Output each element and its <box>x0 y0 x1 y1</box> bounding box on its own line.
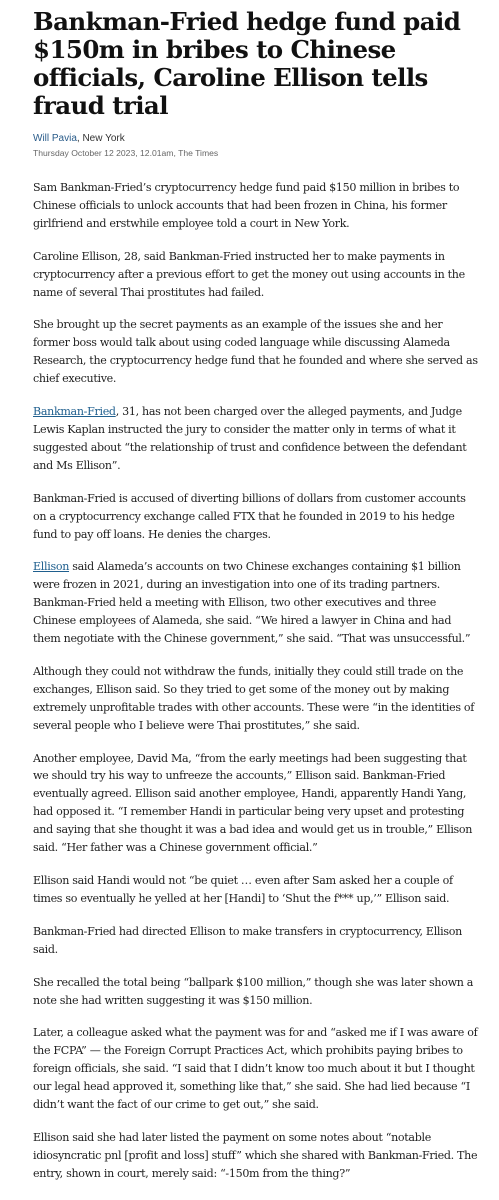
paragraph-12: Later, a colleague asked what the payment was for and “asked me if I was aware of the FCPA” — the Foreign Corrupt Practices Act, which prohibits paying bribes to foreign officials, she said. “I said that I didn’t know too much about it but I thought our legal head approved it, something like that,” she said. She had lied because “I didn’t want the fact of our crime to get out,” she said. <box>33 1026 478 1112</box>
bankman-fried-link[interactable]: Bankman-Fried <box>33 405 116 419</box>
paragraph-9: Ellison said Handi would not “be quiet … even after Sam asked her a couple of times so eventually he yelled at her [Handi] to ‘Shut the f*** up,’” Ellison said. <box>33 874 453 905</box>
paragraph-4 <box>33 403 479 475</box>
paragraph-13: Ellison said she had later listed the payment on some notes about “notable idiosyncratic pnl [profit and loss] stuff” which she shared with Bankman-Fried. The entry, shown in court, merely said: “-150m from the thing?” <box>33 1130 478 1180</box>
paragraph-7: Although they could not withdraw the funds, initially they could still trade on the exchanges, Ellison said. So they tried to get some of the money out by making extremely unprofitable trades with other accounts. These were “in the identities of several people who I believe were Thai prostitutes,” she said. <box>33 664 475 732</box>
dateline: Thursday October 12 2023, 12.01am, The Times <box>33 148 219 158</box>
byline-location: , New York <box>76 133 125 144</box>
article-body <box>33 179 479 1183</box>
author-link[interactable]: Will Pavia <box>33 133 77 144</box>
paragraph-4-text: , 31, has not been charged over the alleged payments, and Judge Lewis Kaplan instructed the jury to consider the matter only in terms of what it suggested about “the relationship of trust and confidence between the defendant and Ms Ellison”. <box>33 405 467 472</box>
paragraph-5: Bankman-Fried is accused of diverting billions of dollars from customer accounts on a cryptocurrency exchange called FTX that he founded in 2019 to his hedge fund to pay off loans. He denies the charges. <box>33 491 466 541</box>
paragraph-6 <box>33 558 479 648</box>
paragraph-8: Another employee, David Ma, “from the early meetings had been suggesting that we should try his way to unfreeze the accounts,” Ellison said. Bankman-Fried eventually agreed. Ellison said another employee, Handi, apparently Handi Yang, had opposed it. “I remember Handi in particular being very upset and protesting and saying that she thought it was a bad idea and would get us in trouble,” Ellison said. “Her father was a Chinese government official.” <box>33 751 473 855</box>
paragraph-1: Sam Bankman-Fried’s cryptocurrency hedge fund paid $150 million in bribes to Chinese officials to unlock accounts that had been frozen in China, his former girlfriend and erstwhile employee told a court in New York. <box>33 181 460 230</box>
paragraph-10: Bankman-Fried had directed Ellison to make transfers in cryptocurrency, Ellison said. <box>33 924 462 956</box>
byline <box>33 132 479 146</box>
ellison-link[interactable]: Ellison <box>33 560 70 574</box>
paragraph-6-text: said Alameda’s accounts on two Chinese exchanges containing $1 billion were frozen in 2021, during an investigation into one of its trading partners. Bankman-Fried held a meeting with Ellison, two other executives and three Chinese employees of Alameda, she said. “We hired a lawyer in China and had them negotiate with the Chinese government,” she said. “That was unsuccessful.” <box>33 560 471 646</box>
paragraph-11: She recalled the total being “ballpark $100 million,” though she was later shown a note she had written suggesting it was $150 million. <box>33 975 474 1007</box>
headline: Bankman-Fried hedge fund paid $150m in bribes to Chinese officials, Caroline Ellison tells fraud trial <box>33 7 461 120</box>
paragraph-2: Caroline Ellison, 28, said Bankman-Fried instructed her to make payments in cryptocurrency after a previous effort to get the money out using accounts in the name of several Thai prostitutes had failed. <box>33 249 465 299</box>
paragraph-3: She brought up the secret payments as an example of the issues she and her former boss would talk about using coded language while discussing Alameda Research, the cryptocurrency hedge fund that he founded and where she served as chief executive. <box>33 318 478 386</box>
